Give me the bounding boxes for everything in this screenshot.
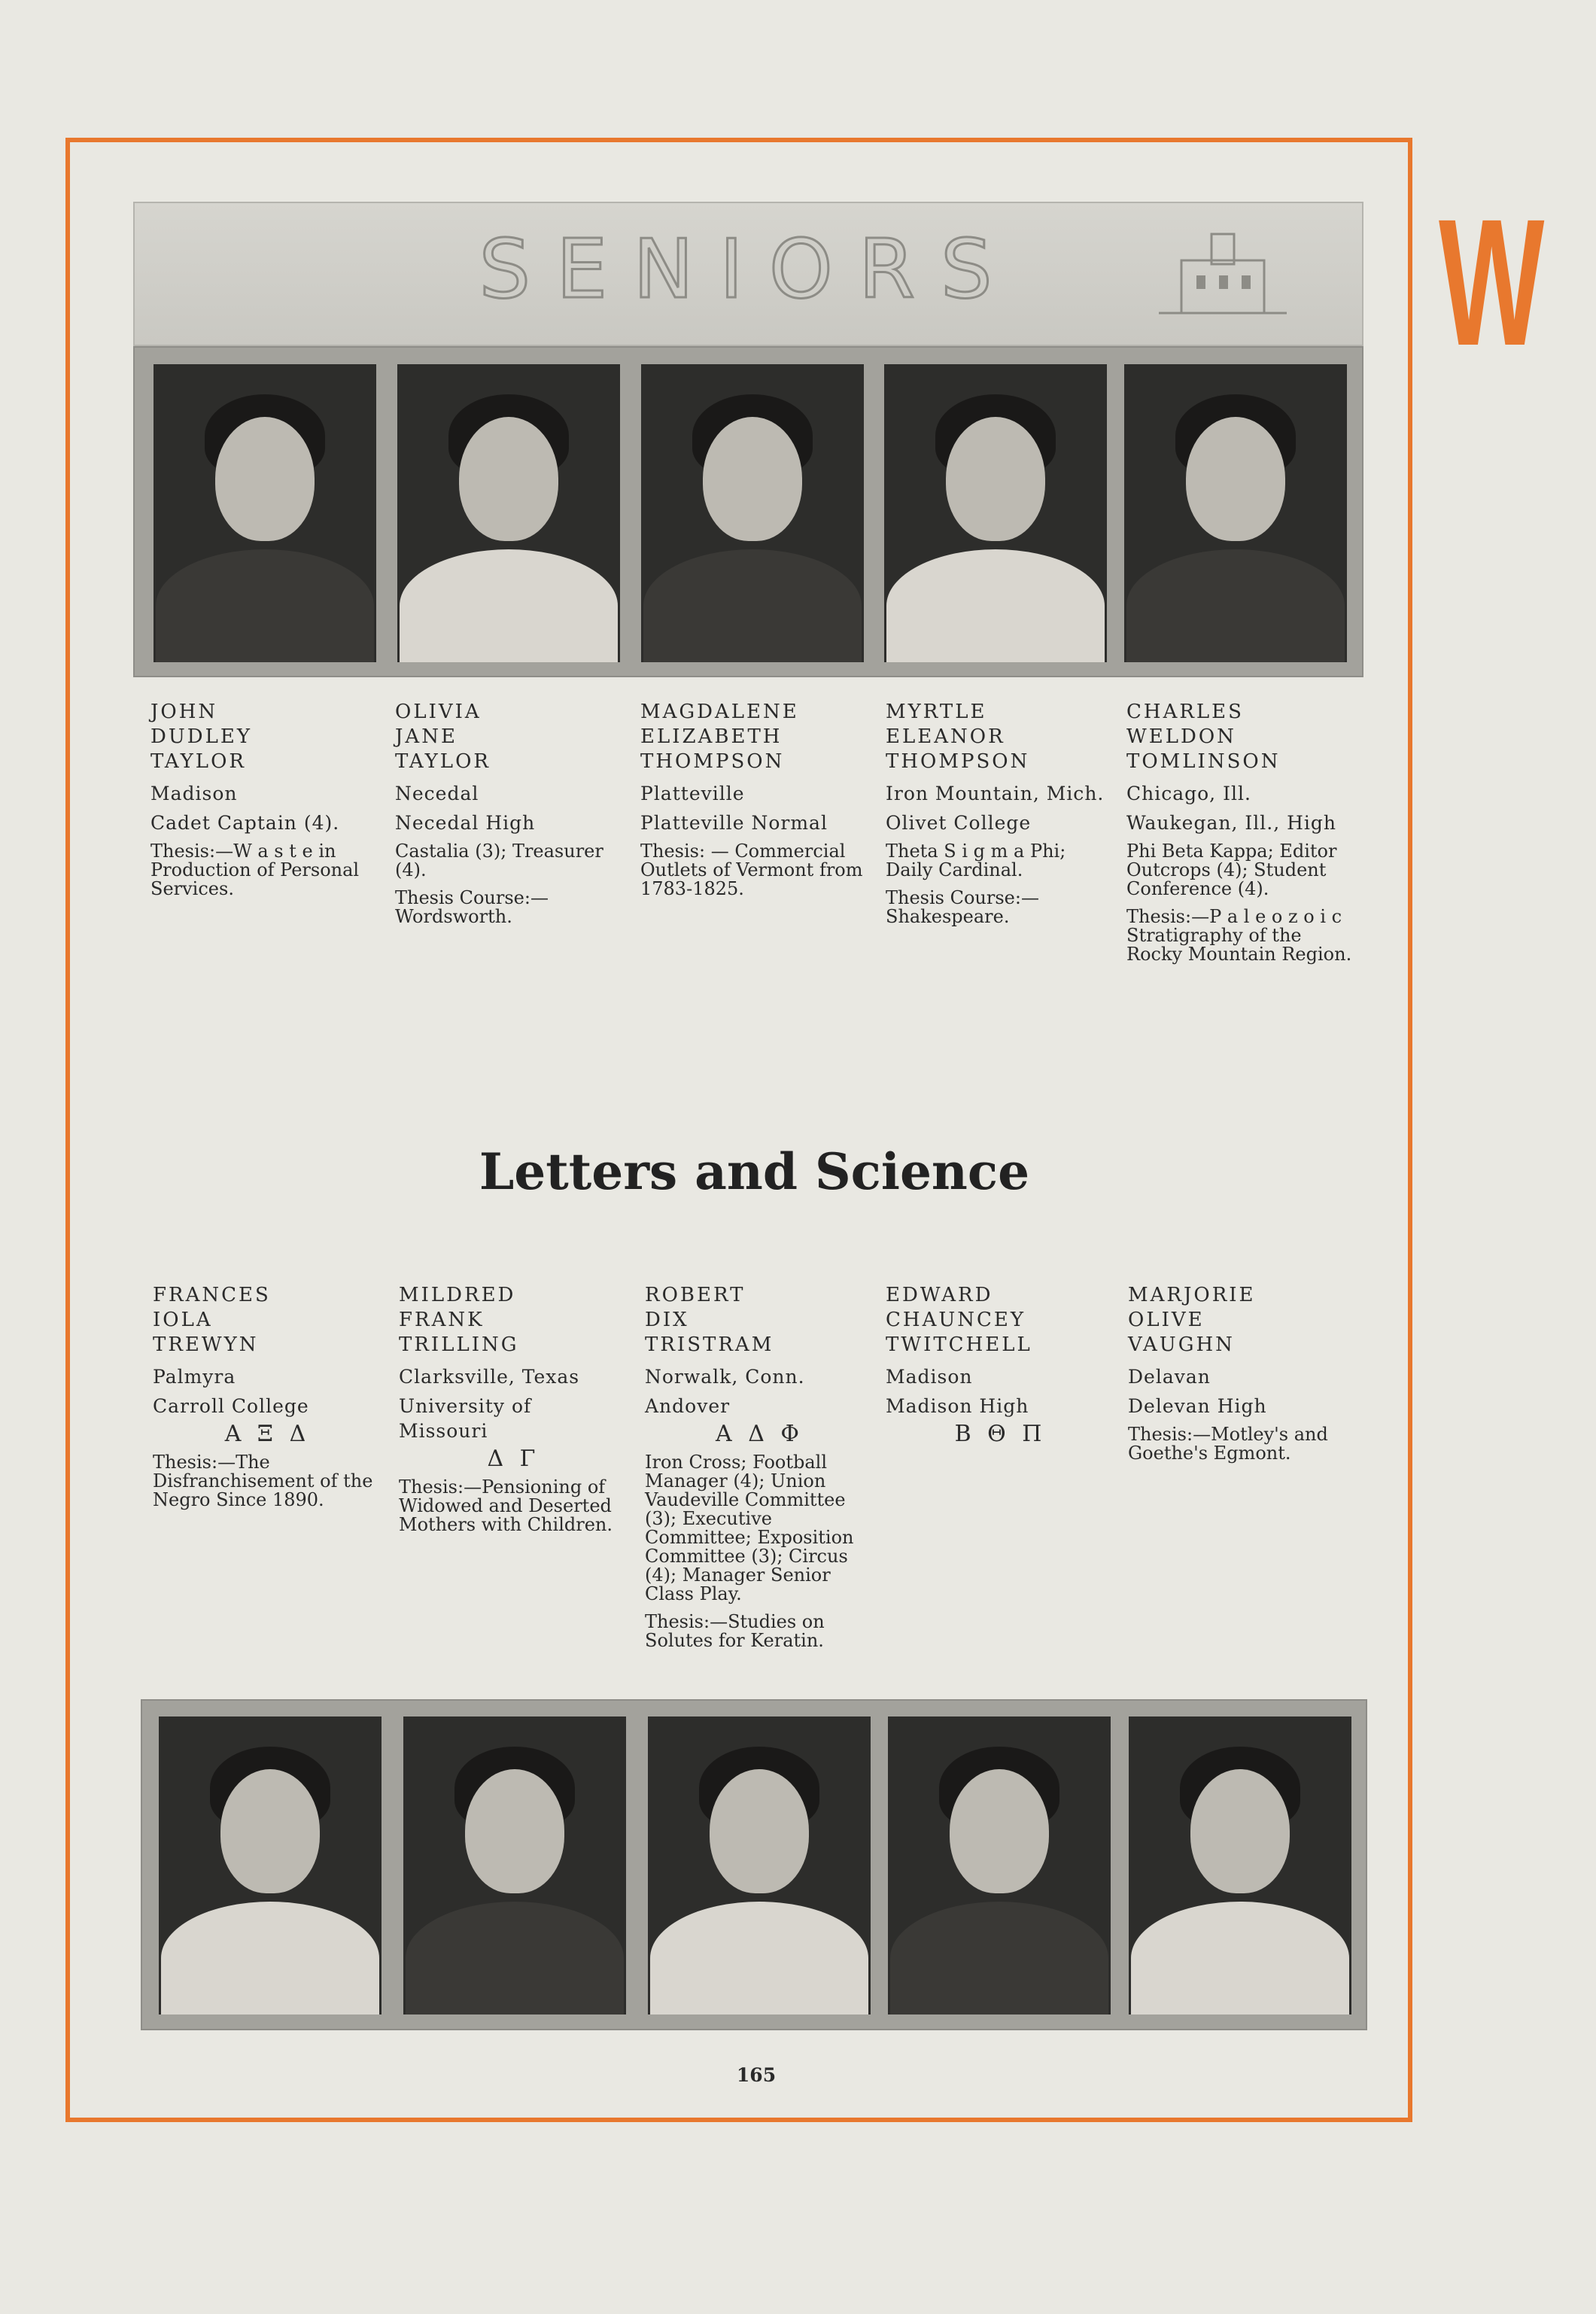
- student-name-line: TOMLINSON: [1126, 750, 1281, 773]
- school-line: Cadet Captain (4).: [150, 812, 340, 834]
- student-name-line: ELIZABETH: [640, 725, 783, 748]
- portrait-face: [703, 417, 802, 541]
- student-name-line: MYRTLE: [886, 701, 987, 723]
- activities-text: Castalia (3); Treasurer (4).: [395, 841, 603, 880]
- seniors-banner: [133, 202, 1363, 346]
- top-row-entry: [395, 700, 625, 926]
- student-name-line: JOHN: [150, 701, 218, 723]
- portrait-photo: [1124, 364, 1347, 662]
- bottom-row-entry: [1128, 1283, 1357, 1463]
- student-name-line: TREWYN: [153, 1333, 259, 1356]
- portrait-face: [459, 417, 558, 541]
- portrait-face: [710, 1769, 809, 1893]
- portrait-clothing: [400, 549, 618, 662]
- student-name-line: TRISTRAM: [645, 1333, 774, 1356]
- hometown: Madison: [886, 1366, 973, 1388]
- student-name-line: THOMPSON: [886, 750, 1030, 773]
- school-line: Carroll College: [153, 1395, 309, 1417]
- student-name-line: MAGDALENE: [640, 701, 799, 723]
- student-name-line: IOLA: [153, 1309, 213, 1331]
- portrait-photo: [403, 1716, 626, 2014]
- campus-building-illustration: [1151, 230, 1294, 321]
- portrait-photo: [154, 364, 376, 662]
- portrait-photo: [397, 364, 620, 662]
- student-name-line: CHARLES: [1126, 701, 1244, 723]
- banner-title: SENIORS: [479, 223, 1018, 317]
- fraternity-letters: Α Ξ Δ: [224, 1421, 311, 1447]
- student-name-line: DIX: [645, 1309, 689, 1331]
- bottom-row-entry: [645, 1283, 874, 1650]
- student-name-line: TWITCHELL: [886, 1333, 1032, 1356]
- bottom-row-entry: [153, 1283, 382, 1510]
- portrait-face: [946, 417, 1045, 541]
- thesis-text: Thesis:—The Disfranchisement of the Negro Since 1890.: [153, 1452, 373, 1510]
- section-heading: Letters and Science: [479, 1142, 1030, 1201]
- page-number: 165: [736, 2064, 777, 2086]
- portrait-photo: [648, 1716, 871, 2014]
- school-line: Necedal High: [395, 812, 536, 834]
- portrait-clothing: [886, 549, 1105, 662]
- portrait-clothing: [156, 549, 374, 662]
- student-name-line: OLIVE: [1128, 1309, 1205, 1331]
- school-line: Madison High: [886, 1395, 1029, 1417]
- thesis-text: Thesis: — Commercial Outlets of Vermont from 1783-1825.: [640, 841, 863, 899]
- student-name-line: ROBERT: [645, 1284, 746, 1306]
- top-row-entry: [886, 700, 1115, 926]
- bottom-row-entry: [886, 1283, 1115, 1447]
- thesis-text: Thesis Course:— Shakespeare.: [886, 887, 1039, 927]
- top-row-entry: [150, 700, 380, 899]
- thesis-text: Thesis:—Studies on Solutes for Keratin.: [645, 1611, 825, 1651]
- school-line: Platteville Normal: [640, 812, 828, 834]
- portrait-photo: [884, 364, 1107, 662]
- hometown: Platteville: [640, 783, 745, 804]
- hometown: Norwalk, Conn.: [645, 1366, 805, 1388]
- hometown: Iron Mountain, Mich.: [886, 783, 1105, 804]
- top-row-entry: [640, 700, 870, 899]
- top-row-entry: [1126, 700, 1356, 964]
- portrait-photo: [159, 1716, 382, 2014]
- hometown: Delavan: [1128, 1366, 1211, 1388]
- thesis-text: Thesis:—Motley's and Goethe's Egmont.: [1128, 1424, 1328, 1464]
- activities-text: Theta S i g m a Phi; Daily Cardinal.: [886, 841, 1066, 880]
- activities-text: Phi Beta Kappa; Editor Outcrops (4); Student Conference (4).: [1126, 841, 1337, 899]
- portrait-face: [215, 417, 315, 541]
- fraternity-letters: Β Θ Π: [954, 1421, 1047, 1447]
- thesis-text: Thesis:—P a l e o z o i c Stratigraphy of the Rocky Mountain Region.: [1126, 906, 1352, 965]
- portrait-face: [950, 1769, 1049, 1893]
- student-name-line: ELEANOR: [886, 725, 1005, 748]
- student-name-line: MILDRED: [399, 1284, 516, 1306]
- fraternity-letters: Α Δ Φ: [716, 1421, 804, 1447]
- student-name-line: MARJORIE: [1128, 1284, 1256, 1306]
- fraternity-letters: Δ Γ: [487, 1446, 540, 1472]
- portrait-clothing: [406, 1902, 624, 2014]
- student-name-line: FRANK: [399, 1309, 485, 1331]
- student-name-line: DUDLEY: [150, 725, 253, 748]
- portrait-face: [220, 1769, 320, 1893]
- portrait-clothing: [1131, 1902, 1349, 2014]
- portrait-clothing: [643, 549, 862, 662]
- hometown: Palmyra: [153, 1366, 236, 1388]
- student-name-line: THOMPSON: [640, 750, 785, 773]
- thesis-text: Thesis Course:— Wordsworth.: [395, 887, 549, 927]
- bottom-row-entry: [399, 1283, 628, 1534]
- student-name-line: TAYLOR: [150, 750, 246, 773]
- thesis-text: Thesis:—W a s t e in Production of Personal Services.: [150, 841, 360, 899]
- student-name-line: VAUGHN: [1128, 1333, 1235, 1356]
- student-name-line: TRILLING: [399, 1333, 519, 1356]
- hometown: Chicago, Ill.: [1126, 783, 1251, 804]
- hometown: Madison: [150, 783, 238, 804]
- school-line: Olivet College: [886, 812, 1032, 834]
- hometown: Clarksville, Texas: [399, 1366, 580, 1388]
- student-name-line: TAYLOR: [395, 750, 491, 773]
- student-name-line: JANE: [395, 725, 458, 748]
- portrait-clothing: [1126, 549, 1345, 662]
- portrait-photo: [888, 1716, 1111, 2014]
- thesis-text: Thesis:—Pensioning of Widowed and Deserted Mothers with Children.: [399, 1476, 613, 1535]
- school-line: Andover: [645, 1395, 731, 1417]
- school-line: Waukegan, Ill., High: [1126, 812, 1336, 834]
- portrait-face: [1186, 417, 1285, 541]
- portrait-photo: [1129, 1716, 1351, 2014]
- portrait-clothing: [161, 1902, 379, 2014]
- school-line: Missouri: [399, 1420, 488, 1442]
- hometown: Necedal: [395, 783, 479, 804]
- student-name-line: OLIVIA: [395, 701, 482, 723]
- school-line: Delevan High: [1128, 1395, 1267, 1417]
- activities-text: Iron Cross; Football Manager (4); Union Vaudeville Committee (3); Executive Committee; Exposition Committee (3); Circus (4); Manager Senior Class Play.: [645, 1452, 854, 1604]
- side-tab-letter: W: [1439, 181, 1545, 383]
- student-name-line: FRANCES: [153, 1284, 271, 1306]
- portrait-face: [1190, 1769, 1290, 1893]
- student-name-line: WELDON: [1126, 725, 1236, 748]
- portrait-photo: [641, 364, 864, 662]
- portrait-clothing: [890, 1902, 1108, 2014]
- student-name-line: CHAUNCEY: [886, 1309, 1026, 1331]
- portrait-clothing: [650, 1902, 868, 2014]
- portrait-face: [465, 1769, 564, 1893]
- school-line: University of: [399, 1395, 532, 1417]
- student-name-line: EDWARD: [886, 1284, 993, 1306]
